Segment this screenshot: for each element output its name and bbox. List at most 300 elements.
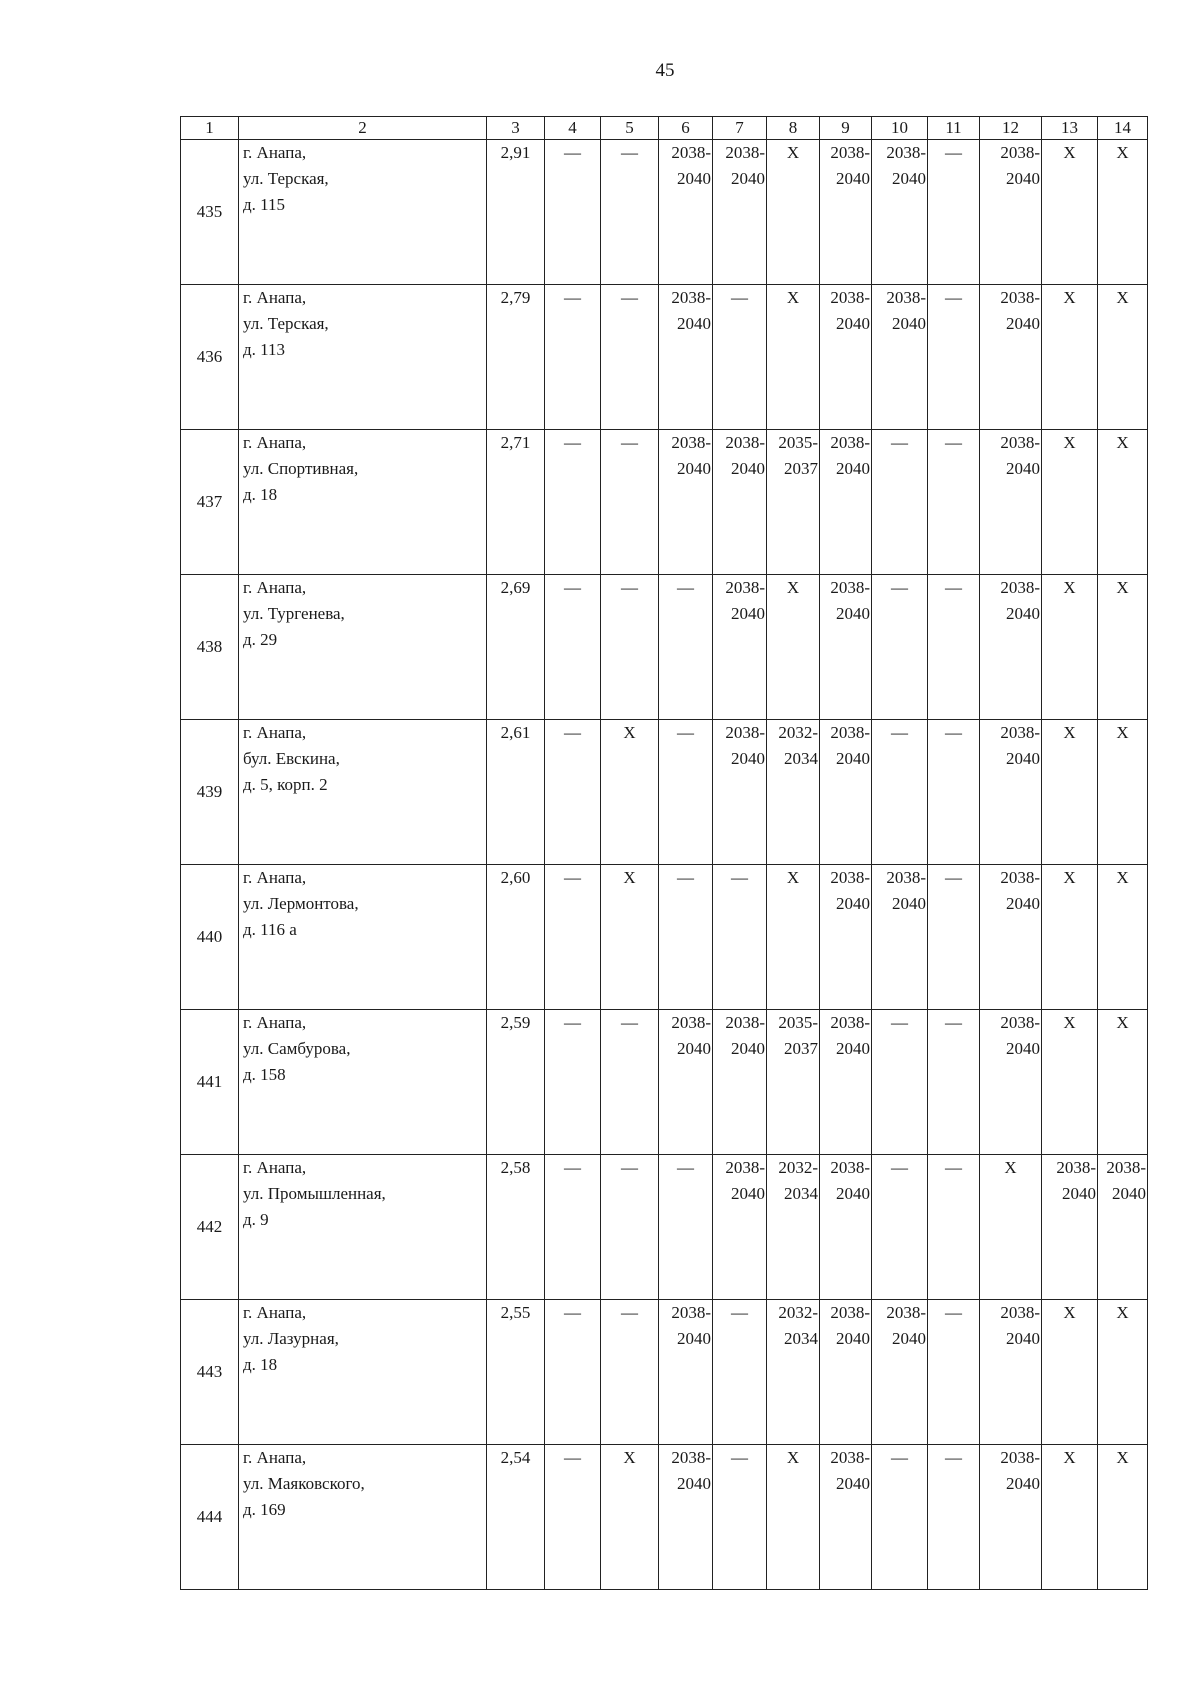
period-line: — bbox=[891, 1158, 908, 1177]
period-line: X bbox=[1063, 1013, 1076, 1032]
address-line: бул. Евскина, bbox=[243, 749, 340, 768]
address-line: ул. Маяковского, bbox=[243, 1474, 365, 1493]
period-line: 2040 bbox=[1006, 169, 1040, 188]
period-cell bbox=[872, 865, 928, 1010]
period-line: — bbox=[621, 433, 638, 452]
period-cell bbox=[659, 1445, 713, 1590]
column-header: 10 bbox=[872, 117, 928, 140]
period-line: 2040 bbox=[836, 604, 870, 623]
period-line: 2038- bbox=[1106, 1158, 1146, 1177]
period-line: X bbox=[1063, 723, 1076, 742]
period-line: 2040 bbox=[1006, 459, 1040, 478]
period-line: 2038- bbox=[725, 433, 765, 452]
address-cell bbox=[239, 575, 487, 720]
period-cell bbox=[767, 1445, 820, 1590]
period-cell bbox=[545, 430, 601, 575]
period-line: — bbox=[677, 1158, 694, 1177]
period-line: 2040 bbox=[1112, 1184, 1146, 1203]
period-line: — bbox=[564, 578, 581, 597]
period-cell bbox=[545, 575, 601, 720]
period-line: X bbox=[1063, 868, 1076, 887]
period-line: 2038- bbox=[1000, 1448, 1040, 1467]
period-line: 2040 bbox=[731, 1184, 765, 1203]
period-cell bbox=[601, 1445, 659, 1590]
period-cell bbox=[601, 1300, 659, 1445]
period-cell bbox=[820, 575, 872, 720]
address-cell bbox=[239, 140, 487, 285]
period-line: 2040 bbox=[836, 1329, 870, 1348]
period-cell bbox=[1042, 575, 1098, 720]
period-line: 2037 bbox=[784, 459, 818, 478]
period-line: — bbox=[945, 288, 962, 307]
period-cell bbox=[1042, 430, 1098, 575]
table-row bbox=[181, 285, 1148, 430]
period-line: — bbox=[564, 1303, 581, 1322]
index-value-cell: 2,69 bbox=[487, 575, 545, 720]
address-line: г. Анапа, bbox=[243, 578, 307, 597]
period-cell bbox=[1042, 1300, 1098, 1445]
period-line: 2034 bbox=[784, 749, 818, 768]
period-cell bbox=[767, 140, 820, 285]
period-cell bbox=[980, 285, 1042, 430]
period-cell bbox=[767, 430, 820, 575]
period-line: 2038- bbox=[671, 1448, 711, 1467]
period-line: X bbox=[1116, 1303, 1129, 1322]
period-cell bbox=[1098, 720, 1148, 865]
index-value-cell: 2,55 bbox=[487, 1300, 545, 1445]
period-cell bbox=[767, 720, 820, 865]
row-number: 442 bbox=[181, 1155, 239, 1300]
period-line: 2040 bbox=[836, 749, 870, 768]
period-cell bbox=[820, 1010, 872, 1155]
period-line: X bbox=[1116, 143, 1129, 162]
index-value-cell: 2,79 bbox=[487, 285, 545, 430]
period-line: 2040 bbox=[731, 1039, 765, 1058]
period-line: 2038- bbox=[725, 143, 765, 162]
period-line: 2040 bbox=[677, 1039, 711, 1058]
period-line: — bbox=[891, 723, 908, 742]
address-line: ул. Тургенева, bbox=[243, 604, 345, 623]
period-cell bbox=[872, 1300, 928, 1445]
period-cell bbox=[820, 1300, 872, 1445]
address-line: ул. Терская, bbox=[243, 314, 329, 333]
period-cell bbox=[545, 1300, 601, 1445]
period-cell bbox=[601, 865, 659, 1010]
table-row bbox=[181, 720, 1148, 865]
address-line: г. Анапа, bbox=[243, 723, 307, 742]
period-line: 2032- bbox=[778, 723, 818, 742]
address-line: д. 158 bbox=[243, 1065, 286, 1084]
period-cell bbox=[872, 285, 928, 430]
address-line: г. Анапа, bbox=[243, 143, 307, 162]
period-line: — bbox=[677, 723, 694, 742]
column-header: 2 bbox=[239, 117, 487, 140]
column-header: 7 bbox=[713, 117, 767, 140]
period-line: 2040 bbox=[1006, 604, 1040, 623]
column-header: 11 bbox=[928, 117, 980, 140]
period-cell bbox=[980, 575, 1042, 720]
period-line: 2040 bbox=[731, 749, 765, 768]
period-cell bbox=[601, 285, 659, 430]
period-line: — bbox=[891, 578, 908, 597]
period-line: X bbox=[786, 578, 800, 597]
period-line: 2040 bbox=[836, 1039, 870, 1058]
period-line: 2040 bbox=[1006, 314, 1040, 333]
period-line: 2038- bbox=[830, 578, 870, 597]
period-cell bbox=[545, 285, 601, 430]
period-line: 2038- bbox=[725, 1013, 765, 1032]
period-line: 2038- bbox=[830, 868, 870, 887]
row-number: 444 bbox=[181, 1445, 239, 1590]
page-number: 45 bbox=[655, 60, 675, 81]
address-line: ул. Спортивная, bbox=[243, 459, 359, 478]
period-line: 2038- bbox=[671, 1013, 711, 1032]
period-line: 2040 bbox=[836, 459, 870, 478]
period-cell bbox=[1042, 1010, 1098, 1155]
row-number: 440 bbox=[181, 865, 239, 1010]
period-line: 2040 bbox=[1006, 1474, 1040, 1493]
period-cell bbox=[928, 720, 980, 865]
period-cell bbox=[767, 865, 820, 1010]
period-line: X bbox=[1116, 723, 1129, 742]
period-cell bbox=[928, 1445, 980, 1590]
period-line: — bbox=[677, 578, 694, 597]
period-cell bbox=[928, 1010, 980, 1155]
period-line: 2038- bbox=[1000, 1303, 1040, 1322]
period-line: 2038- bbox=[830, 143, 870, 162]
period-line: X bbox=[1063, 288, 1076, 307]
period-line: X bbox=[623, 868, 636, 887]
period-line: 2038- bbox=[830, 1013, 870, 1032]
period-line: 2040 bbox=[677, 169, 711, 188]
period-line: 2038- bbox=[1000, 288, 1040, 307]
period-line: 2038- bbox=[725, 1158, 765, 1177]
period-line: — bbox=[945, 868, 962, 887]
address-cell bbox=[239, 720, 487, 865]
period-line: 2040 bbox=[677, 314, 711, 333]
address-line: ул. Самбурова, bbox=[243, 1039, 351, 1058]
address-line: г. Анапа, bbox=[243, 1158, 307, 1177]
address-cell bbox=[239, 1155, 487, 1300]
period-cell bbox=[872, 720, 928, 865]
period-line: 2038- bbox=[830, 1448, 870, 1467]
address-line: г. Анапа, bbox=[243, 868, 307, 887]
period-line: 2032- bbox=[778, 1158, 818, 1177]
period-cell bbox=[713, 1155, 767, 1300]
period-cell bbox=[980, 720, 1042, 865]
period-line: 2037 bbox=[784, 1039, 818, 1058]
schedule-table bbox=[180, 116, 1148, 1590]
address-line: д. 18 bbox=[243, 1355, 278, 1374]
period-line: — bbox=[945, 143, 962, 162]
period-line: X bbox=[1063, 1448, 1076, 1467]
period-line: 2040 bbox=[836, 1184, 870, 1203]
period-line: — bbox=[621, 578, 638, 597]
period-cell bbox=[1098, 865, 1148, 1010]
period-cell bbox=[1098, 575, 1148, 720]
period-line: — bbox=[731, 288, 748, 307]
period-cell bbox=[928, 140, 980, 285]
table-row bbox=[181, 430, 1148, 575]
period-cell bbox=[545, 1445, 601, 1590]
period-line: X bbox=[1063, 433, 1076, 452]
period-cell bbox=[980, 430, 1042, 575]
period-line: X bbox=[1116, 578, 1129, 597]
period-line: — bbox=[621, 1013, 638, 1032]
table-header-row bbox=[181, 117, 1148, 140]
column-header: 4 bbox=[545, 117, 601, 140]
address-cell bbox=[239, 865, 487, 1010]
period-cell bbox=[872, 430, 928, 575]
period-cell bbox=[872, 1010, 928, 1155]
period-line: — bbox=[564, 143, 581, 162]
period-cell bbox=[713, 1445, 767, 1590]
period-cell bbox=[545, 1155, 601, 1300]
period-line: — bbox=[564, 1448, 581, 1467]
period-line: 2038- bbox=[886, 143, 926, 162]
period-line: X bbox=[1116, 1448, 1129, 1467]
period-cell bbox=[820, 720, 872, 865]
column-header: 14 bbox=[1098, 117, 1148, 140]
period-cell bbox=[601, 575, 659, 720]
period-line: 2032- bbox=[778, 1303, 818, 1322]
period-line: 2040 bbox=[892, 169, 926, 188]
period-line: 2038- bbox=[830, 288, 870, 307]
period-line: 2040 bbox=[1006, 1329, 1040, 1348]
period-line: 2040 bbox=[1006, 1039, 1040, 1058]
period-cell bbox=[767, 1010, 820, 1155]
period-cell bbox=[713, 865, 767, 1010]
column-header: 9 bbox=[820, 117, 872, 140]
period-cell bbox=[928, 1155, 980, 1300]
address-line: г. Анапа, bbox=[243, 433, 307, 452]
period-cell bbox=[713, 575, 767, 720]
period-cell bbox=[820, 285, 872, 430]
period-line: — bbox=[621, 288, 638, 307]
period-cell bbox=[767, 1155, 820, 1300]
column-header: 6 bbox=[659, 117, 713, 140]
period-line: 2038- bbox=[830, 1303, 870, 1322]
period-line: — bbox=[945, 1158, 962, 1177]
period-line: X bbox=[1063, 578, 1076, 597]
address-line: ул. Лазурная, bbox=[243, 1329, 339, 1348]
period-cell bbox=[928, 1300, 980, 1445]
period-line: 2038- bbox=[671, 143, 711, 162]
period-line: — bbox=[945, 1013, 962, 1032]
period-cell bbox=[1042, 865, 1098, 1010]
period-line: — bbox=[564, 868, 581, 887]
period-line: X bbox=[786, 288, 800, 307]
period-line: 2038- bbox=[1000, 1013, 1040, 1032]
period-line: 2040 bbox=[836, 314, 870, 333]
address-cell bbox=[239, 430, 487, 575]
address-line: д. 113 bbox=[243, 340, 286, 359]
period-line: — bbox=[564, 1013, 581, 1032]
period-line: 2038- bbox=[671, 1303, 711, 1322]
address-line: ул. Промышленная, bbox=[243, 1184, 386, 1203]
period-cell bbox=[659, 720, 713, 865]
row-number: 441 bbox=[181, 1010, 239, 1155]
period-cell bbox=[872, 1155, 928, 1300]
period-line: — bbox=[891, 433, 908, 452]
row-number: 438 bbox=[181, 575, 239, 720]
period-line: X bbox=[1116, 433, 1129, 452]
period-line: — bbox=[945, 578, 962, 597]
address-line: г. Анапа, bbox=[243, 1013, 307, 1032]
address-line: д. 9 bbox=[243, 1210, 269, 1229]
period-line: X bbox=[786, 143, 800, 162]
index-value-cell: 2,61 bbox=[487, 720, 545, 865]
period-line: 2040 bbox=[1006, 749, 1040, 768]
address-line: ул. Терская, bbox=[243, 169, 329, 188]
period-line: 2040 bbox=[1006, 894, 1040, 913]
period-cell bbox=[659, 1010, 713, 1155]
address-line: г. Анапа, bbox=[243, 1448, 307, 1467]
period-line: — bbox=[891, 1448, 908, 1467]
index-value-cell: 2,71 bbox=[487, 430, 545, 575]
period-line: 2038- bbox=[830, 1158, 870, 1177]
period-line: 2035- bbox=[778, 1013, 818, 1032]
period-line: X bbox=[1063, 1303, 1076, 1322]
period-cell bbox=[1042, 140, 1098, 285]
period-line: 2040 bbox=[731, 169, 765, 188]
period-line: — bbox=[945, 433, 962, 452]
period-line: 2038- bbox=[1000, 143, 1040, 162]
address-cell bbox=[239, 1010, 487, 1155]
period-cell bbox=[659, 285, 713, 430]
period-line: 2040 bbox=[836, 894, 870, 913]
period-cell bbox=[1098, 1300, 1148, 1445]
address-cell bbox=[239, 1300, 487, 1445]
period-line: — bbox=[564, 288, 581, 307]
period-line: 2038- bbox=[1000, 723, 1040, 742]
period-cell bbox=[659, 140, 713, 285]
period-cell bbox=[1098, 430, 1148, 575]
period-cell bbox=[928, 575, 980, 720]
period-cell bbox=[767, 285, 820, 430]
period-cell bbox=[545, 720, 601, 865]
period-line: — bbox=[677, 868, 694, 887]
row-number: 443 bbox=[181, 1300, 239, 1445]
period-cell bbox=[1098, 1010, 1148, 1155]
period-cell bbox=[545, 140, 601, 285]
period-line: — bbox=[731, 1448, 748, 1467]
period-line: 2040 bbox=[677, 1329, 711, 1348]
period-cell bbox=[659, 1300, 713, 1445]
period-cell bbox=[820, 140, 872, 285]
period-cell bbox=[872, 140, 928, 285]
period-line: X bbox=[1116, 288, 1129, 307]
period-line: X bbox=[1063, 143, 1076, 162]
column-header: 3 bbox=[487, 117, 545, 140]
period-cell bbox=[713, 285, 767, 430]
column-header: 12 bbox=[980, 117, 1042, 140]
period-line: 2038- bbox=[671, 433, 711, 452]
period-line: — bbox=[731, 1303, 748, 1322]
address-line: д. 115 bbox=[243, 195, 286, 214]
period-cell bbox=[713, 1300, 767, 1445]
period-line: X bbox=[786, 1448, 800, 1467]
period-cell bbox=[820, 865, 872, 1010]
address-line: д. 169 bbox=[243, 1500, 286, 1519]
index-value-cell: 2,59 bbox=[487, 1010, 545, 1155]
period-line: 2038- bbox=[671, 288, 711, 307]
column-header: 8 bbox=[767, 117, 820, 140]
address-line: г. Анапа, bbox=[243, 1303, 307, 1322]
period-cell bbox=[1042, 720, 1098, 865]
column-header: 1 bbox=[181, 117, 239, 140]
period-cell bbox=[601, 430, 659, 575]
index-value-cell: 2,58 bbox=[487, 1155, 545, 1300]
period-line: 2038- bbox=[886, 868, 926, 887]
period-cell bbox=[820, 1445, 872, 1590]
period-cell bbox=[980, 1010, 1042, 1155]
period-cell bbox=[1042, 1155, 1098, 1300]
period-cell bbox=[659, 1155, 713, 1300]
row-number: 437 bbox=[181, 430, 239, 575]
period-cell bbox=[1098, 140, 1148, 285]
period-cell bbox=[980, 1300, 1042, 1445]
period-cell bbox=[1042, 1445, 1098, 1590]
period-cell bbox=[659, 575, 713, 720]
period-line: — bbox=[564, 433, 581, 452]
period-cell bbox=[1098, 1445, 1148, 1590]
period-line: 2038- bbox=[830, 433, 870, 452]
row-number: 435 bbox=[181, 140, 239, 285]
column-header: 13 bbox=[1042, 117, 1098, 140]
period-cell bbox=[601, 1155, 659, 1300]
period-cell bbox=[713, 720, 767, 865]
period-line: 2035- bbox=[778, 433, 818, 452]
period-line: 2038- bbox=[1000, 868, 1040, 887]
address-line: д. 29 bbox=[243, 630, 278, 649]
period-line: 2034 bbox=[784, 1184, 818, 1203]
period-cell bbox=[980, 1155, 1042, 1300]
address-line: д. 18 bbox=[243, 485, 278, 504]
address-line: ул. Лермонтова, bbox=[243, 894, 359, 913]
period-line: — bbox=[891, 1013, 908, 1032]
column-header: 5 bbox=[601, 117, 659, 140]
index-value-cell: 2,54 bbox=[487, 1445, 545, 1590]
period-cell bbox=[1098, 285, 1148, 430]
period-line: 2038- bbox=[1000, 433, 1040, 452]
period-line: 2038- bbox=[1056, 1158, 1096, 1177]
period-line: — bbox=[731, 868, 748, 887]
table-row bbox=[181, 1300, 1148, 1445]
period-cell bbox=[545, 1010, 601, 1155]
period-line: 2038- bbox=[886, 1303, 926, 1322]
period-cell bbox=[545, 865, 601, 1010]
period-line: X bbox=[1116, 868, 1129, 887]
period-cell bbox=[659, 865, 713, 1010]
table-row bbox=[181, 1445, 1148, 1590]
period-line: — bbox=[945, 1448, 962, 1467]
period-line: X bbox=[623, 1448, 636, 1467]
period-line: X bbox=[786, 868, 800, 887]
period-line: 2040 bbox=[892, 1329, 926, 1348]
period-cell bbox=[1098, 1155, 1148, 1300]
period-line: — bbox=[945, 723, 962, 742]
period-line: X bbox=[1004, 1158, 1017, 1177]
table-row bbox=[181, 140, 1148, 285]
period-line: 2040 bbox=[836, 169, 870, 188]
table-row bbox=[181, 865, 1148, 1010]
period-line: 2038- bbox=[830, 723, 870, 742]
address-line: д. 116 а bbox=[243, 920, 297, 939]
table-row bbox=[181, 1155, 1148, 1300]
period-cell bbox=[980, 1445, 1042, 1590]
period-line: 2034 bbox=[784, 1329, 818, 1348]
